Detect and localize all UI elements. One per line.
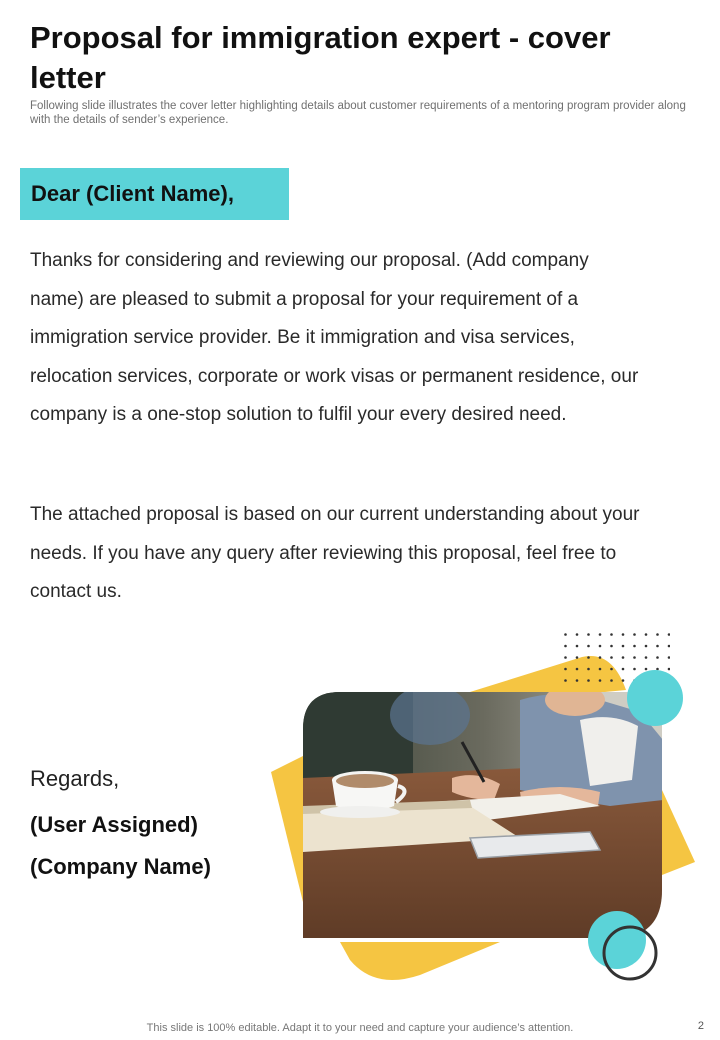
yellow-shape-bottom bbox=[340, 942, 500, 980]
page-subtitle: Following slide illustrates the cover letter highlighting details about customer requirements of a mentoring program provider along with the details of sender’s experience. bbox=[30, 100, 686, 126]
yellow-shape-right bbox=[662, 790, 695, 875]
yellow-shape-left bbox=[271, 756, 303, 902]
teal-circle-top bbox=[627, 670, 683, 726]
page-title: Proposal for immigration expert - cover letter bbox=[30, 20, 611, 95]
signature-user: (User Assigned) bbox=[30, 812, 198, 837]
letter-paragraph-2: The attached proposal is based on our current understanding about your needs. If you have any query after reviewing this proposal, feel free to contact us. bbox=[30, 504, 640, 602]
workspace-photo bbox=[303, 684, 665, 942]
teal-circle-bottom bbox=[588, 911, 646, 969]
closing-text: Regards, bbox=[30, 766, 120, 791]
signature-company: (Company Name) bbox=[30, 854, 211, 879]
page-number: 2 bbox=[697, 1020, 704, 1032]
letter-paragraph-1: Thanks for considering and reviewing our proposal. (Add company name) are pleased to submit a proposal for your requirement of a immigration service provider. Be it immigration and visa services, relocation services, corporate or work visas or permanent residence, our company is a one-stop solution to fulfil your every desired need. bbox=[30, 250, 639, 425]
greeting-text: Dear (Client Name), bbox=[31, 181, 234, 206]
footer-note: This slide is 100% editable. Adapt it to your need and capture your audience’s attention. bbox=[146, 1022, 574, 1034]
